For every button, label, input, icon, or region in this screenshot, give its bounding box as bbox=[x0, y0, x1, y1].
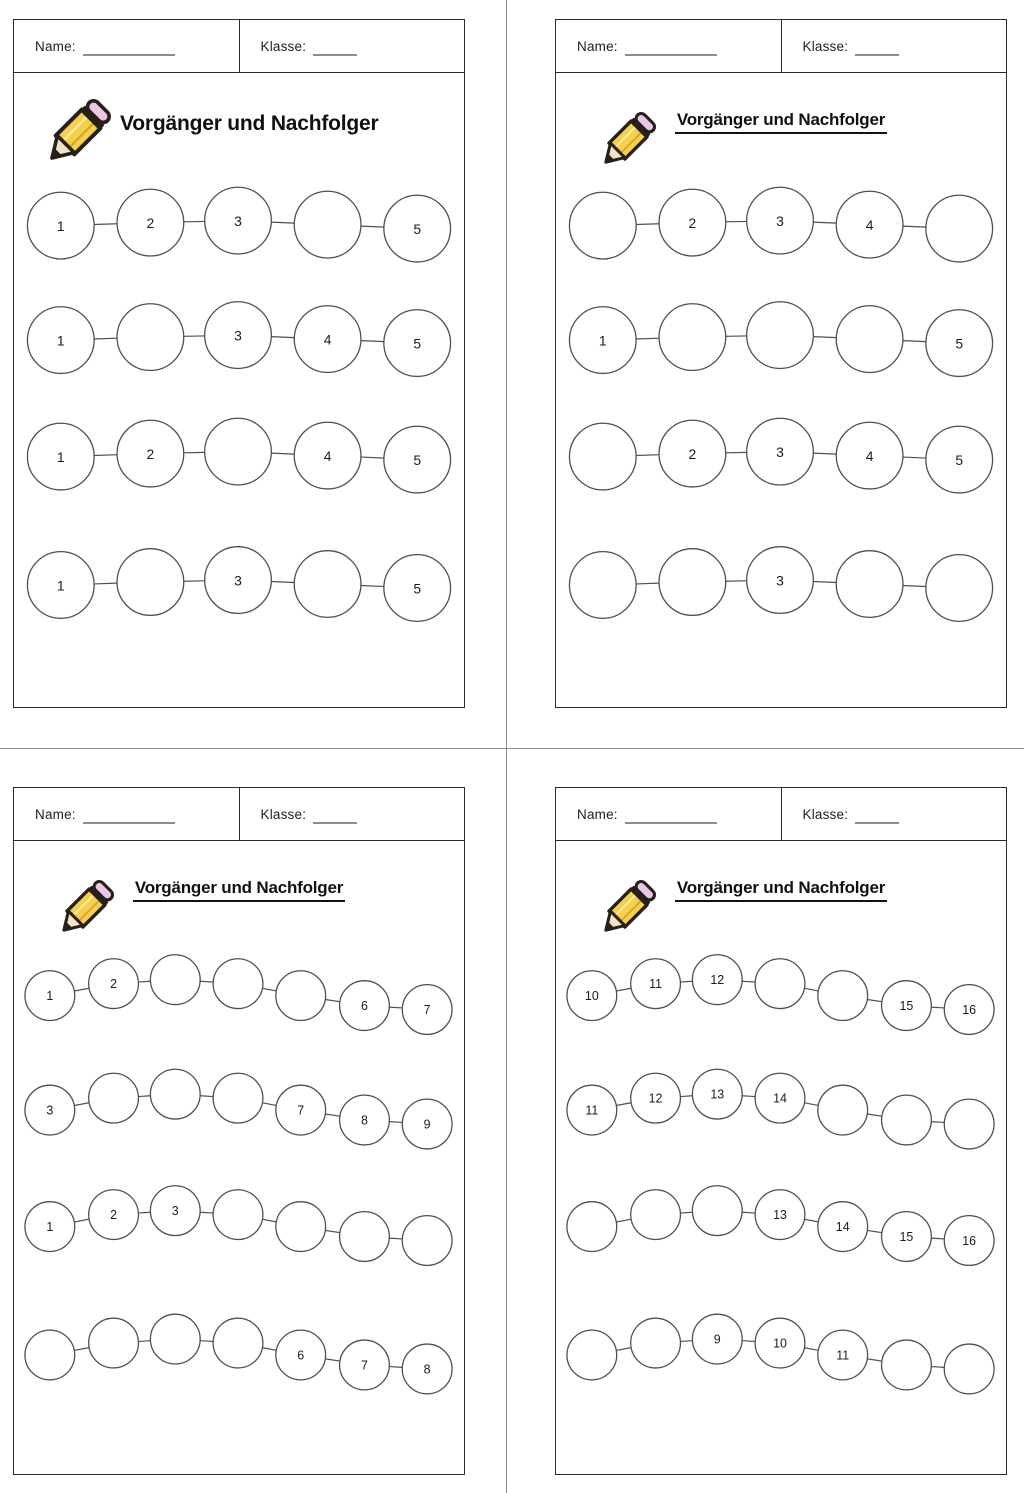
connector-line bbox=[74, 1103, 89, 1106]
connector-line bbox=[389, 1367, 402, 1368]
connector-line bbox=[742, 1212, 755, 1213]
empty-number-circle[interactable] bbox=[659, 304, 726, 371]
empty-number-circle[interactable] bbox=[692, 1186, 742, 1236]
circle-number: 11 bbox=[585, 1103, 599, 1118]
connector-line bbox=[616, 1219, 631, 1222]
empty-number-circle[interactable] bbox=[569, 423, 636, 490]
circle-number: 5 bbox=[413, 221, 422, 238]
empty-number-circle[interactable] bbox=[213, 1073, 263, 1123]
circle-number: 2 bbox=[688, 215, 697, 232]
circle-number: 15 bbox=[899, 999, 914, 1014]
connector-line bbox=[680, 1212, 692, 1213]
connector-line bbox=[262, 1103, 276, 1106]
empty-number-circle[interactable] bbox=[569, 552, 636, 619]
empty-number-circle[interactable] bbox=[25, 1330, 75, 1380]
klasse-label: Klasse: bbox=[260, 38, 307, 54]
empty-number-circle[interactable] bbox=[569, 192, 636, 259]
empty-number-circle[interactable] bbox=[89, 1318, 139, 1368]
worksheet-page-top-right bbox=[555, 19, 1007, 708]
circle-number: 5 bbox=[955, 452, 964, 469]
connector-line bbox=[361, 226, 384, 227]
connector-line bbox=[271, 337, 294, 338]
name-label: Name: bbox=[35, 806, 76, 822]
circle-number: 10 bbox=[773, 1336, 787, 1351]
connector-line bbox=[903, 586, 926, 587]
connector-line bbox=[742, 981, 755, 982]
klasse-label: Klasse: bbox=[802, 38, 849, 54]
circle-number: 1 bbox=[46, 989, 54, 1004]
empty-number-circle[interactable] bbox=[276, 971, 326, 1021]
circle-number: 13 bbox=[773, 1208, 787, 1223]
connector-line bbox=[200, 1341, 213, 1342]
empty-number-circle[interactable] bbox=[882, 1095, 932, 1145]
circle-number: 5 bbox=[413, 452, 422, 469]
connector-line bbox=[94, 455, 117, 456]
connector-line bbox=[361, 341, 384, 342]
connector-line bbox=[94, 583, 117, 584]
connector-line bbox=[389, 1007, 402, 1008]
circle-number: 2 bbox=[110, 1208, 118, 1223]
klasse-label: Klasse: bbox=[260, 806, 307, 822]
number-chain-rows bbox=[556, 20, 1006, 707]
connector-line bbox=[636, 338, 659, 339]
circle-number: 3 bbox=[776, 444, 784, 461]
circle-number: 1 bbox=[598, 332, 607, 349]
connector-line bbox=[389, 1238, 402, 1239]
empty-number-circle[interactable] bbox=[117, 304, 184, 371]
empty-number-circle[interactable] bbox=[340, 1212, 390, 1262]
connector-line bbox=[742, 1096, 755, 1097]
connector-line bbox=[325, 1230, 340, 1232]
connector-line bbox=[138, 1096, 150, 1097]
connector-line bbox=[804, 988, 818, 991]
connector-line bbox=[680, 1096, 692, 1097]
empty-number-circle[interactable] bbox=[150, 1314, 200, 1364]
empty-number-circle[interactable] bbox=[944, 1344, 994, 1394]
connector-line bbox=[813, 582, 836, 583]
connector-line bbox=[200, 1212, 213, 1213]
name-label: Name: bbox=[35, 38, 76, 54]
circle-number: 3 bbox=[234, 213, 242, 230]
empty-number-circle[interactable] bbox=[836, 551, 903, 618]
empty-number-circle[interactable] bbox=[818, 971, 868, 1021]
circle-number: 1 bbox=[56, 577, 65, 594]
circle-number: 14 bbox=[773, 1091, 787, 1106]
circle-number: 1 bbox=[46, 1220, 54, 1235]
connector-line bbox=[931, 1367, 944, 1368]
number-chain-rows bbox=[556, 788, 1006, 1474]
connector-line bbox=[361, 457, 384, 458]
empty-number-circle[interactable] bbox=[205, 418, 272, 485]
connector-line bbox=[138, 981, 150, 982]
connector-line bbox=[271, 222, 294, 223]
klasse-label: Klasse: bbox=[802, 806, 849, 822]
number-chain-rows bbox=[14, 20, 464, 707]
circle-number: 11 bbox=[649, 977, 663, 992]
connector-line bbox=[325, 999, 340, 1001]
connector-line bbox=[636, 455, 659, 456]
connector-line bbox=[262, 1348, 276, 1351]
circle-number: 16 bbox=[962, 1003, 977, 1018]
connector-line bbox=[867, 999, 882, 1001]
empty-number-circle[interactable] bbox=[294, 191, 361, 258]
empty-number-circle[interactable] bbox=[659, 549, 726, 616]
circle-number: 3 bbox=[234, 327, 242, 344]
empty-number-circle[interactable] bbox=[89, 1073, 139, 1123]
circle-number: 3 bbox=[234, 572, 242, 589]
empty-number-circle[interactable] bbox=[150, 1069, 200, 1119]
name-label: Name: bbox=[577, 38, 618, 54]
circle-number: 6 bbox=[297, 1348, 305, 1363]
connector-line bbox=[804, 1348, 818, 1351]
connector-line bbox=[74, 1219, 89, 1222]
empty-number-circle[interactable] bbox=[926, 195, 993, 262]
connector-line bbox=[271, 582, 294, 583]
connector-line bbox=[325, 1359, 340, 1361]
empty-number-circle[interactable] bbox=[631, 1190, 681, 1240]
connector-line bbox=[680, 1341, 692, 1342]
circle-number: 5 bbox=[413, 580, 422, 597]
circle-number: 1 bbox=[56, 218, 65, 235]
circle-number: 15 bbox=[899, 1230, 914, 1245]
connector-line bbox=[325, 1114, 340, 1116]
connector-line bbox=[813, 337, 836, 338]
page-divider-vertical bbox=[506, 0, 507, 1493]
empty-number-circle[interactable] bbox=[818, 1085, 868, 1135]
connector-line bbox=[813, 222, 836, 223]
empty-number-circle[interactable] bbox=[755, 959, 805, 1009]
empty-number-circle[interactable] bbox=[294, 551, 361, 618]
empty-number-circle[interactable] bbox=[150, 955, 200, 1005]
connector-line bbox=[262, 988, 276, 991]
connector-line bbox=[262, 1219, 276, 1222]
empty-number-circle[interactable] bbox=[402, 1216, 452, 1266]
connector-line bbox=[636, 583, 659, 584]
connector-line bbox=[74, 988, 89, 991]
connector-line bbox=[271, 453, 294, 454]
connector-line bbox=[616, 1103, 631, 1106]
circle-number: 3 bbox=[46, 1103, 54, 1118]
circle-number: 5 bbox=[413, 335, 422, 352]
circle-number: 7 bbox=[360, 1358, 368, 1373]
page-divider-horizontal bbox=[0, 748, 1024, 749]
connector-line bbox=[94, 224, 117, 225]
circle-number: 1 bbox=[56, 332, 65, 349]
empty-number-circle[interactable] bbox=[944, 1099, 994, 1149]
connector-line bbox=[138, 1341, 150, 1342]
connector-line bbox=[903, 457, 926, 458]
connector-line bbox=[200, 1096, 213, 1097]
number-chain-rows bbox=[14, 788, 464, 1474]
empty-number-circle[interactable] bbox=[882, 1340, 932, 1390]
connector-line bbox=[389, 1122, 402, 1123]
connector-line bbox=[680, 981, 692, 982]
circle-number: 3 bbox=[776, 572, 784, 589]
circle-number: 4 bbox=[865, 448, 874, 465]
worksheet-page-top-left bbox=[13, 19, 465, 708]
circle-number: 4 bbox=[865, 217, 874, 234]
worksheet-page-bottom-right bbox=[555, 787, 1007, 1475]
circle-number: 13 bbox=[710, 1087, 725, 1102]
connector-line bbox=[804, 1103, 818, 1106]
connector-line bbox=[616, 988, 631, 991]
empty-number-circle[interactable] bbox=[117, 549, 184, 616]
empty-number-circle[interactable] bbox=[836, 306, 903, 373]
empty-number-circle[interactable] bbox=[276, 1202, 326, 1252]
connector-line bbox=[200, 981, 213, 982]
circle-number: 3 bbox=[776, 213, 784, 230]
connector-line bbox=[867, 1114, 882, 1116]
empty-number-circle[interactable] bbox=[213, 1190, 263, 1240]
connector-line bbox=[636, 224, 659, 225]
empty-number-circle[interactable] bbox=[631, 1318, 681, 1368]
circle-number: 8 bbox=[360, 1113, 368, 1128]
circle-number: 4 bbox=[323, 331, 332, 348]
empty-number-circle[interactable] bbox=[747, 302, 814, 369]
worksheet-title: Vorgänger und Nachfolger bbox=[120, 112, 379, 135]
circle-number: 10 bbox=[584, 989, 599, 1004]
circle-number: 3 bbox=[171, 1204, 179, 1219]
circle-number: 9 bbox=[423, 1117, 431, 1132]
circle-number: 9 bbox=[713, 1332, 721, 1347]
circle-number: 5 bbox=[955, 335, 964, 352]
empty-number-circle[interactable] bbox=[213, 959, 263, 1009]
circle-number: 11 bbox=[836, 1348, 850, 1363]
name-label: Name: bbox=[577, 806, 618, 822]
circle-number: 2 bbox=[146, 446, 155, 463]
connector-line bbox=[903, 341, 926, 342]
empty-number-circle[interactable] bbox=[567, 1202, 617, 1252]
connector-line bbox=[74, 1348, 89, 1351]
circle-number: 2 bbox=[146, 215, 155, 232]
connector-line bbox=[94, 338, 117, 339]
circle-number: 4 bbox=[323, 448, 332, 465]
worksheet-title: Vorgänger und Nachfolger bbox=[14, 878, 464, 898]
circle-number: 1 bbox=[56, 449, 65, 466]
connector-line bbox=[742, 1341, 755, 1342]
circle-number: 16 bbox=[962, 1234, 977, 1249]
empty-number-circle[interactable] bbox=[213, 1318, 263, 1368]
connector-line bbox=[138, 1212, 150, 1213]
connector-line bbox=[931, 1238, 944, 1239]
circle-number: 8 bbox=[423, 1362, 431, 1377]
circle-number: 7 bbox=[423, 1003, 431, 1018]
circle-number: 12 bbox=[648, 1091, 663, 1106]
connector-line bbox=[361, 586, 384, 587]
circle-number: 7 bbox=[297, 1103, 305, 1118]
connector-line bbox=[931, 1122, 944, 1123]
worksheet-title: Vorgänger und Nachfolger bbox=[556, 878, 1006, 898]
connector-line bbox=[903, 226, 926, 227]
connector-line bbox=[931, 1007, 944, 1008]
circle-number: 6 bbox=[360, 999, 368, 1014]
connector-line bbox=[813, 453, 836, 454]
circle-number: 2 bbox=[688, 446, 697, 463]
connector-line bbox=[616, 1348, 631, 1351]
connector-line bbox=[867, 1230, 882, 1232]
worksheet-title: Vorgänger und Nachfolger bbox=[556, 110, 1006, 130]
connector-line bbox=[867, 1359, 882, 1361]
connector-line bbox=[804, 1219, 818, 1222]
circle-number: 2 bbox=[110, 977, 118, 992]
empty-number-circle[interactable] bbox=[567, 1330, 617, 1380]
circle-number: 12 bbox=[710, 973, 725, 988]
worksheet-page-bottom-left bbox=[13, 787, 465, 1475]
circle-number: 14 bbox=[835, 1220, 850, 1235]
empty-number-circle[interactable] bbox=[926, 555, 993, 622]
